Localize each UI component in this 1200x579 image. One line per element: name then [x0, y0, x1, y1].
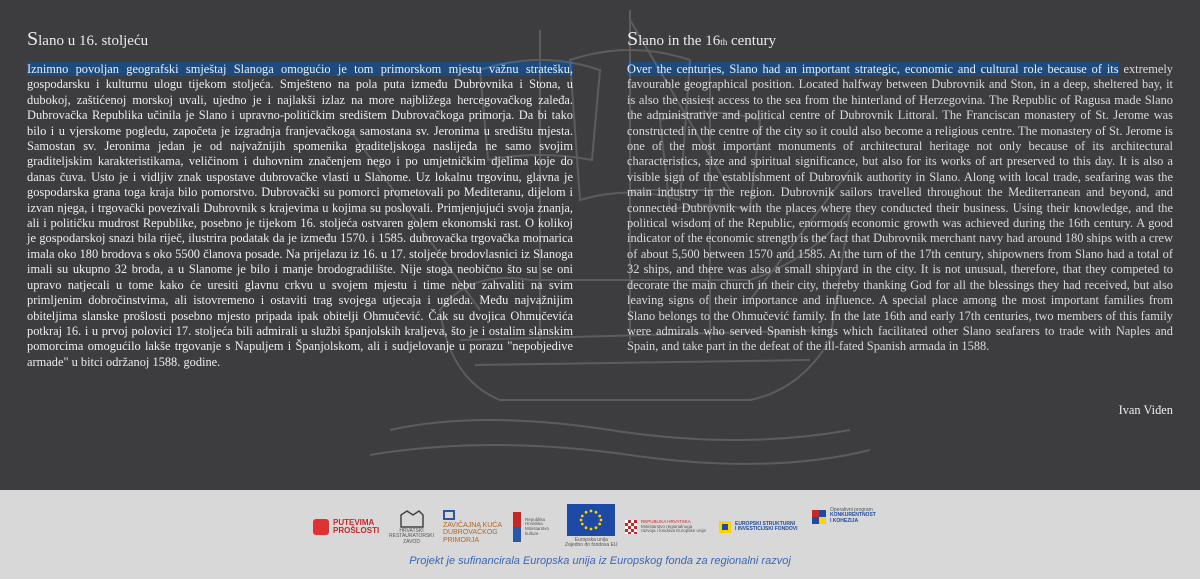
ship-illustration [330, 10, 890, 480]
english-title: Slano in the 16th century [627, 28, 776, 50]
esif-icon [719, 521, 731, 533]
selected-text-highlight[interactable]: Over the centuries, Slano had an important strategic, economic and cultural role because of its [627, 62, 1119, 76]
ministry-of-culture-logo[interactable]: Republika Hrvatska Ministarstvo kulture [513, 504, 549, 550]
putevima-proslosti-logo[interactable]: PUTEVIMA PROŠLOSTI [313, 504, 379, 550]
croatian-body-text: Iznimno povoljan geografski smještaj Slanoga omogućio je tom primorskom mjestu važnu stratešku, gospodarsku i kulturnu ulogu tijekom stoljeća. Smješteno na pola puta između Dubrovnika i Stona, u dubokoj, zaštićenoj morskoj uvali, ujedno je i najlakši izlaz na more najbližega hercegovačkog zaleđa. Dubrovačka Republika učinila je Slano i upravno-političkim središtem Dubrovačkoga primorja. Da bi tako bilo i u vjerskome pogledu, započeta je izgradnja franjevačkoga samostana sv. Jeronima u središtu mjesta. Samostan sv. Jeronima jedan je od najvažnijih spomenika graditeljskoga naslijeđa ne samo svojim graditeljskim karakteristikama, veličinom i duhovnim značenjem nego i po umjetničkim djelima koje do danas čuva. Usto je i vidljiv znak uspostave dubrovačke vlasti u Slanome. Uz lokalnu trgovinu, glavna je gospodarska grana toga kraja bilo pomorstvo. Dubrovački su pomorci prometovali po Mediteranu, dijelom i izvan njega, i trgovački povezivali Dubrovnik s krajevima u kojima su poslovali. Primjenjujući svoja znanja, ali i političku mudrost Republike, posebno je tijekom 16. stoljeća ostvaren golem ekonomski rast. O kolikoj je gospodarskoj snazi bila riječ, ilustrira podatak da je između 1570. i 1585. dubrovačka trgovačka mornarica imala oko 180 brodova s oko 5500 članova posade. Na prijelazu iz 16. u 17. stoljeće brodovlasnici iz Slanoga imali su ukupno 32 broda, a u Slanome je bilo i manje brodogradilište. Nije stoga neobično što su se oni upravo natjecali u tome kako će uresiti glavnu crkvu u svojem mjestu i time nebu zahvaliti na svim primljenim dobročinstvima, ali istovremeno i ostaviti trag svojega utjecaja i ugleda. Među najvažnijim obiteljima slanske prošlosti posebno mjesto pripada ipak obitelji Ohmučević. Čak su dvojica Ohmučevića potkraj 16. i u prvoj polovici 17. stoljeća bili admirali u službi španjolskih kraljeva, što je i ostalim slanskim pomorcima omogućilo lakše trgovanje s Napuljem i Španjolskom, ali i sudjelovanje u porazu "nepobjedive armade" u bitci održanoj 1588. godine. [27, 62, 573, 369]
restoration-institute-logo[interactable]: HRVATSKI RESTAURATORSKI ZAVOD [389, 504, 434, 550]
operational-programme-logo[interactable]: Operativni program KONKURENTNOST I KOHEZIJA [812, 504, 876, 550]
esif-logo[interactable]: EUROPSKI STRUKTURNI I INVESTICIJSKI FONDOVI [719, 504, 798, 550]
zavicajna-kuca-logo[interactable]: ZAVIČAJNA KUĆA DUBROVAČKOG PRIMORJA [443, 504, 502, 550]
putevima-icon [313, 519, 329, 535]
ministry-icon [513, 512, 521, 542]
funding-caption: Projekt je sufinancirala Europska unija iz Europskog fonda za regionalni razvoj [409, 555, 791, 567]
op-icon [812, 510, 826, 524]
footer-bar [0, 490, 1200, 579]
selected-text-highlight[interactable]: Iznimno povoljan geografski smještaj Slanoga omogućio je tom primorskom mjestu važnu stratešku, [27, 62, 573, 76]
croatian-coat-of-arms-icon [625, 520, 637, 534]
regional-development-ministry-logo[interactable]: REPUBLIKA HRVATSKA Ministarstvo regionalnoga razvoja i fondova Europske unije [625, 504, 706, 550]
partner-logos [313, 504, 893, 554]
building-icon [399, 509, 425, 529]
eu-flag-icon [567, 504, 615, 536]
house-icon [443, 510, 455, 520]
eu-flag-logo[interactable]: Europska unija Zajedno do fondova EU [565, 504, 618, 550]
croatian-title: Slano u 16. stoljeću [27, 28, 149, 50]
english-body-text: Over the centuries, Slano had an important strategic, economic and cultural role because of its extremely favourable geographical position. Located halfway between Dubrovnik and Ston, in a deep, sheltered bay, it is also the easiest access to the sea from the hinterland of Herzegovina. The Republic of Ragusa made Slano the administrative and political centre of Dubrovnik Littoral. The Franciscan monastery of St. Jerome was constructed in the centre of the city so it could also become a religious centre. The monastery of St. Jerome is one of the most important monuments of architectural heritage not only because of its architectural characteristics, size and spiritual significance, but also for its works of art preserved to this day. It is also a visible sign of the establishment of Dubrovnik authority in Slano. Along with local trade, seafaring was the main industry in the region. Dubrovnik sailors travelled throughout the Mediterranean and beyond, and connected Dubrovnik with the places where they conducted their business. Using their knowledge, and the political wisdom of the Republic, enormous economic growth was achieved during the 16th century. A good indicator of the economic strength is the fact that Dubrovnik merchant navy had around 180 ships with a crew of about 5,500 between 1570 and 1585. At the turn of the 17th century, shipowners from Slano had a total of 32 ships, and there was also a small shipyard in the city. It is not unusual, therefore, that they competed to decorate the main church in their city, thereby thanking God for all the blessings they had received, but also leaving signs of their importance and influence. A special place among the most important families from Slano belongs to the Ohmučević family. In the late 16th and early 17th centuries, two members of this family were admirals who served Spanish kings which facilitated other Slano seafarers to trade with Naples and Spain, and take part in the defeat of the ill-fated Spanish armada in 1588. [627, 62, 1173, 354]
english-author: Ivan Viđen [1118, 403, 1173, 417]
